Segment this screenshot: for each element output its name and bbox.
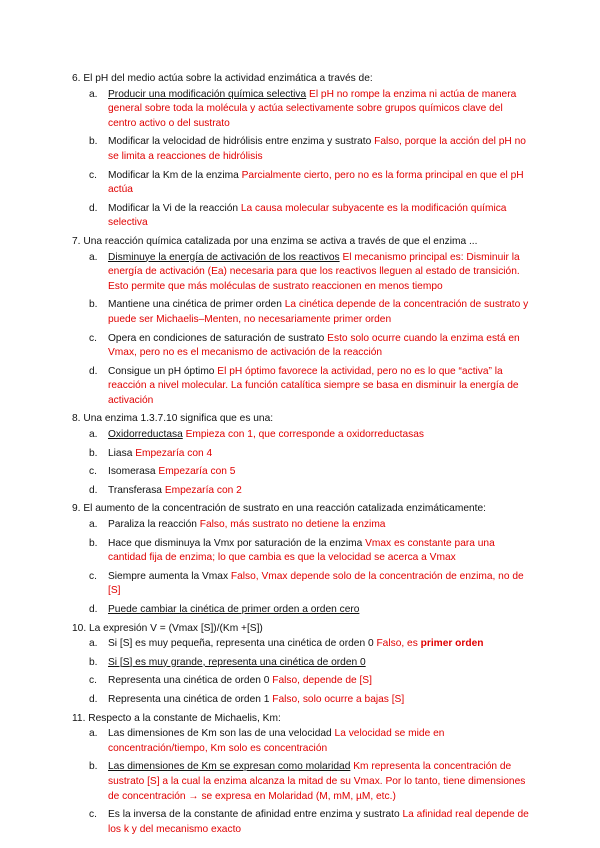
- option-text: Liasa: [108, 447, 133, 459]
- answer-explanation: Vmax es constante para una cantidad fija de enzima; lo que cambia es que la velocidad se acerca a Vmax: [108, 537, 495, 564]
- question-11: [72, 712, 530, 838]
- option-letter: b.: [89, 136, 98, 148]
- option-letter: c.: [89, 570, 97, 582]
- option-letter: a.: [89, 519, 98, 531]
- question-stem: El pH del medio actúa sobre la actividad enzimática a través de:: [83, 73, 373, 84]
- answer-explanation: La afinidad real depende de los k y del mecanismo exacto: [108, 809, 529, 835]
- answer-explanation: Falso, depende de [S]: [269, 675, 372, 687]
- answer-explanation: Km representa la concentración de sustrato [S] a la cual la enzima alcanza la mitad de su Vmax. Por lo tanto, tiene dimensiones de concentración → se expresa en Molaridad (M, mM, µM, etc.): [108, 761, 526, 802]
- option-letter: b.: [89, 537, 98, 549]
- question-number: 7.: [72, 235, 81, 247]
- question-9: [72, 502, 530, 617]
- answer-explanation: Esto solo ocurre cuando la enzima está en Vmax, pero no es el mecanismo de activación de la reacción: [108, 332, 520, 359]
- option-text: Isomerasa: [108, 466, 156, 478]
- option-letter: c.: [89, 332, 97, 344]
- option-text: Oxidorreductasa: [108, 429, 183, 441]
- option-d: [72, 603, 530, 618]
- option-text: Representa una cinética de orden 1: [108, 693, 270, 705]
- option-b: [72, 656, 530, 671]
- option-letter: d.: [89, 604, 98, 615]
- option-letter: a.: [89, 251, 98, 263]
- option-text: Modificar la Vi de la reacción: [108, 202, 239, 214]
- option-text: Producir una modificación química selectiva: [108, 88, 307, 100]
- option-text: Representa una cinética de orden 0: [108, 675, 270, 687]
- question-number: 9.: [72, 503, 81, 515]
- question-number: 8.: [72, 413, 81, 425]
- answer-explanation: La causa molecular subyacente es la modificación química selectiva: [108, 202, 507, 229]
- answer-explanation: El pH no rompe la enzima ni actúa de manera general sobre toda la molécula y actúa selectivamente sobre grupos químicos clave del centro activo o del sustrato: [108, 88, 517, 129]
- option-letter: d.: [89, 202, 98, 214]
- options-list: [72, 88, 530, 231]
- option-text: Si [S] es muy pequeña, representa una cinética de orden 0: [108, 638, 374, 650]
- option-d: [72, 693, 530, 708]
- option-text: Es la inversa de la constante de afinidad entre enzima y sustrato: [108, 809, 400, 821]
- question-stem: Respecto a la constante de Michaelis, Km:: [88, 712, 281, 724]
- question-number: 10.: [72, 622, 87, 634]
- option-b: [72, 760, 530, 804]
- option-a: [72, 518, 530, 533]
- option-text: Puede cambiar la cinética de primer orden a orden cero: [108, 604, 360, 615]
- option-text: Si [S] es muy grande, representa una cinética de orden 0: [108, 656, 366, 668]
- question-number: 6.: [72, 73, 81, 84]
- options-list: [72, 637, 530, 707]
- answer-emphasis: primer orden: [420, 638, 484, 650]
- question-6: [72, 72, 530, 231]
- answer-explanation: Falso, más sustrato no detiene la enzima: [196, 519, 386, 531]
- option-c: [72, 169, 530, 198]
- option-a: [72, 251, 530, 295]
- answer-explanation: La cinética depende de la concentración de sustrato y puede ser Michaelis–Menten, no necesariamente primer orden: [108, 299, 529, 325]
- option-c: [72, 674, 530, 689]
- option-d: [72, 365, 530, 409]
- option-text: Opera en condiciones de saturación de sustrato: [108, 332, 325, 344]
- question-number: 11.: [72, 712, 86, 724]
- option-letter: c.: [89, 675, 97, 687]
- answer-explanation: La velocidad se mide en concentración/tiempo, Km solo es concentración: [108, 728, 445, 754]
- options-list: [72, 518, 530, 618]
- option-letter: d.: [89, 484, 98, 496]
- answer-explanation: Empezaría con 2: [161, 484, 242, 496]
- option-a: [72, 727, 530, 756]
- answer-explanation: El pH óptimo favorece la actividad, pero no es lo que “activa” la reacción a nivel molecular. La función catalítica siempre se basa en disminuir la energía de activación: [108, 365, 519, 406]
- option-text: Paraliza la reacción: [108, 519, 197, 531]
- answer-explanation: Empezaría con 4: [132, 447, 213, 459]
- option-a: [72, 428, 530, 443]
- question-8: [72, 412, 530, 498]
- option-letter: d.: [89, 365, 98, 377]
- question-text: [72, 712, 530, 727]
- options-list: [72, 428, 530, 498]
- option-text: Las dimensiones de Km se expresan como molaridad: [108, 761, 351, 773]
- option-c: [72, 570, 530, 599]
- option-b: [72, 447, 530, 462]
- option-b: [72, 537, 530, 566]
- option-letter: a.: [89, 638, 98, 650]
- option-text: Siempre aumenta la Vmax: [108, 570, 229, 582]
- option-text: Modificar la Km de la enzima: [108, 169, 239, 181]
- option-c: [72, 808, 530, 837]
- option-text: Modificar la velocidad de hidrólisis entre enzima y sustrato: [108, 136, 372, 148]
- options-list: [72, 251, 530, 409]
- question-text: [72, 412, 530, 427]
- option-letter: a.: [89, 88, 98, 100]
- question-text: [72, 235, 530, 250]
- question-stem: La expresión V = (Vmax [S])/(Km +[S]): [89, 622, 263, 634]
- answer-explanation: Empezaría con 5: [155, 466, 236, 478]
- option-text: Las dimensiones de Km son las de una velocidad: [108, 728, 332, 740]
- question-stem: Una reacción química catalizada por una enzima se activa a través de que el enzima ...: [83, 235, 478, 247]
- option-text: Transferasa: [108, 484, 162, 496]
- option-letter: a.: [89, 728, 98, 740]
- document-page: [72, 72, 530, 841]
- answer-explanation: Falso, solo ocurre a bajas [S]: [269, 693, 405, 705]
- question-text: [72, 502, 530, 517]
- option-letter: a.: [89, 429, 98, 441]
- question-stem: El aumento de la concentración de sustrato en una reacción catalizada enzimáticamente:: [83, 503, 486, 515]
- question-10: [72, 622, 530, 708]
- option-letter: c.: [89, 809, 97, 821]
- option-text: Hace que disminuya la Vmx por saturación de la enzima: [108, 537, 363, 549]
- option-a: [72, 88, 530, 132]
- question-7: [72, 235, 530, 409]
- answer-explanation: Empieza con 1, que corresponde a oxidorreductasas: [182, 429, 424, 441]
- option-d: [72, 202, 530, 231]
- option-b: [72, 135, 530, 164]
- option-letter: b.: [89, 761, 98, 773]
- option-a: [72, 637, 530, 652]
- question-text: [72, 622, 530, 637]
- options-list: [72, 727, 530, 837]
- question-stem: Una enzima 1.3.7.10 significa que es una:: [83, 413, 274, 425]
- option-letter: b.: [89, 299, 98, 311]
- option-text: Consigue un pH óptimo: [108, 365, 215, 377]
- option-c: [72, 465, 530, 480]
- option-c: [72, 332, 530, 361]
- option-letter: c.: [89, 466, 97, 478]
- option-text: Mantiene una cinética de primer orden: [108, 299, 282, 311]
- question-text: [72, 72, 530, 87]
- option-b: [72, 298, 530, 327]
- answer-explanation: Falso, Vmax depende solo de la concentración de enzima, no de [S]: [108, 570, 524, 597]
- option-d: [72, 484, 530, 499]
- answer-explanation: Parcialmente cierto, pero no es la forma principal en que el pH actúa: [108, 169, 524, 196]
- option-letter: c.: [89, 169, 97, 181]
- answer-explanation: Falso, porque la acción del pH no se limita a reacciones de hidrólisis: [108, 136, 526, 162]
- option-text: Disminuye la energía de activación de los reactivos: [108, 251, 340, 263]
- answer-explanation: Falso, es: [373, 638, 421, 650]
- option-letter: d.: [89, 693, 98, 705]
- answer-explanation: El mecanismo principal es: Disminuir la energía de activación (Ea) necesaria para que los reactivos lleguen al estado de transición. Esto permite que más moléculas de sustrato reaccionen en menos tiempo: [108, 251, 520, 292]
- option-letter: b.: [89, 656, 98, 668]
- option-letter: b.: [89, 447, 98, 459]
